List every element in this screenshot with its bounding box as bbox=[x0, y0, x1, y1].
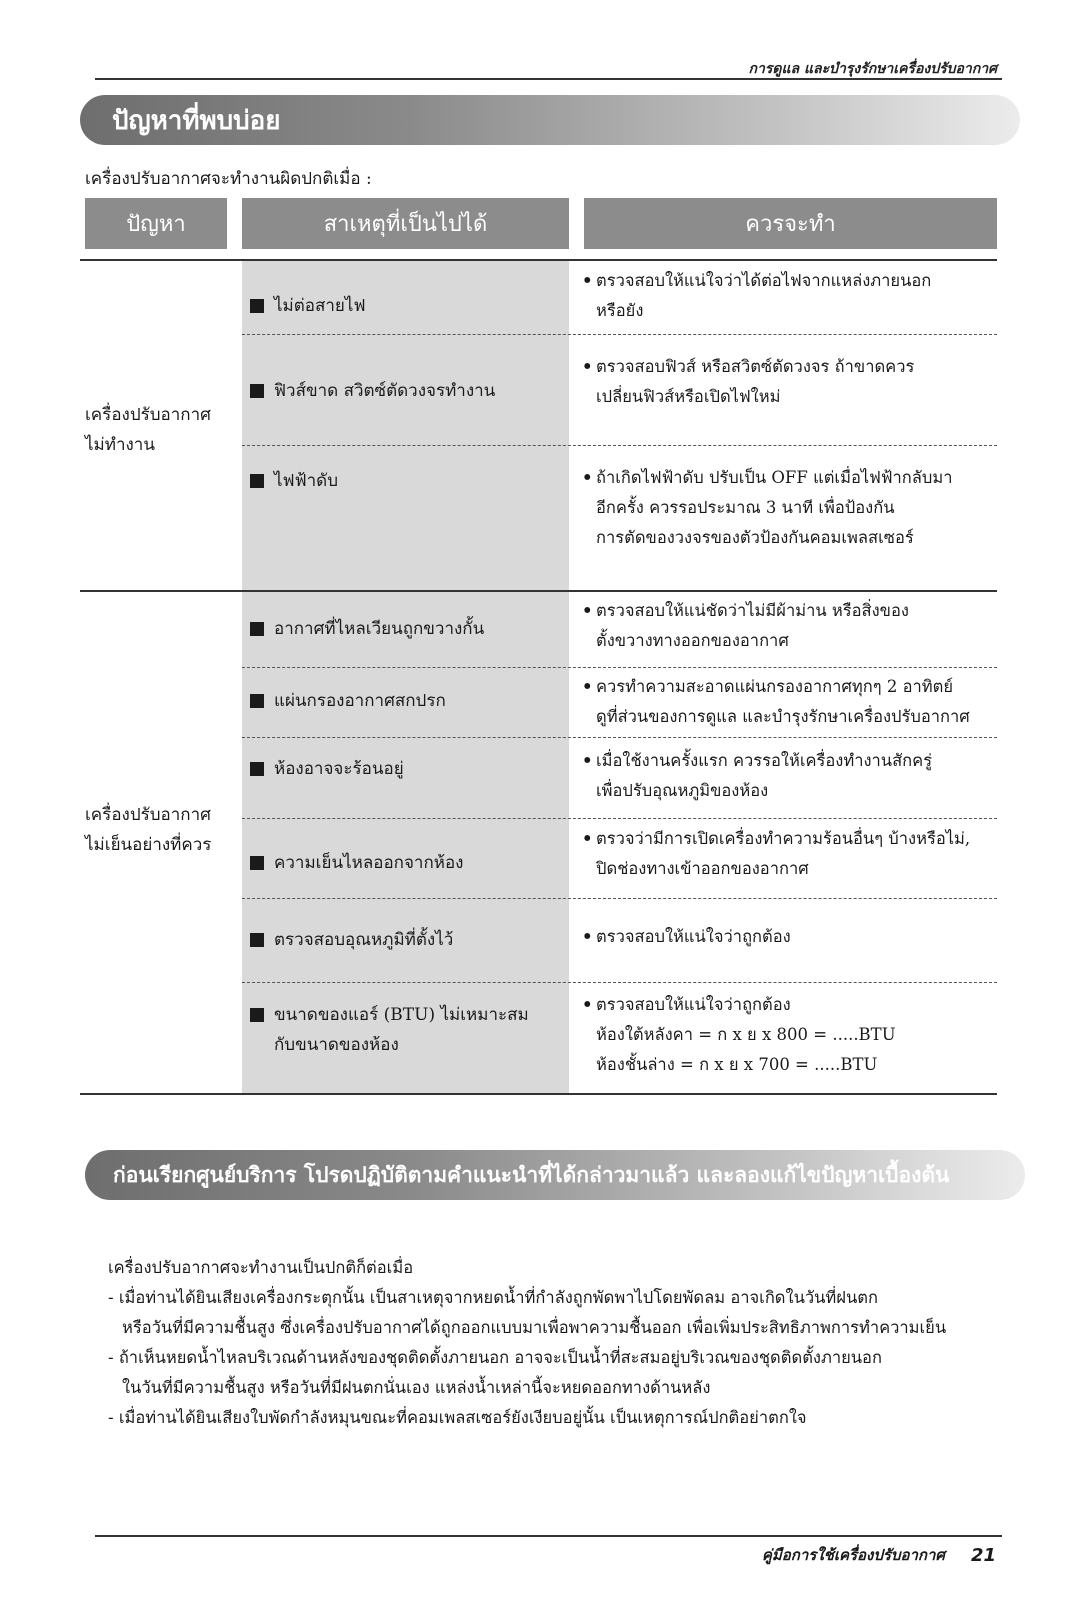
action-text: ตรวจสอบให้แน่ใจว่าได้ต่อไฟจากแหล่งภายนอก หรือยัง bbox=[596, 271, 932, 320]
cause-item bbox=[250, 848, 560, 878]
cause-text: ฟิวส์ขาด สวิตซ์ตัดวงจรทำงาน bbox=[274, 381, 496, 401]
square-bullet-icon bbox=[250, 474, 264, 488]
bullet-icon: • bbox=[582, 601, 593, 620]
row-separator bbox=[242, 334, 997, 335]
action-text: ตรวจว่ามีการเปิดเครื่องทำความร้อนอื่นๆ บ้างหรือไม่, ปิดช่องทางเข้าออกของอากาศ bbox=[596, 829, 971, 878]
table-rule bbox=[80, 1093, 997, 1095]
action-text: ตรวจสอบให้แน่ใจว่าถูกต้อง ห้องใต้หลังคา = ก x ย x 800 = .....BTU ห้องชั้นล่าง = ก x ย x 700 = .....BTU bbox=[596, 995, 896, 1074]
action-item bbox=[582, 746, 1002, 806]
cause-item bbox=[250, 291, 560, 321]
row-separator bbox=[242, 445, 997, 446]
row-separator bbox=[242, 737, 997, 738]
action-text: เมื่อใช้งานครั้งแรก ควรรอให้เครื่องทำงานสักครู่ เพื่อปรับอุณหภูมิของห้อง bbox=[596, 751, 933, 800]
square-bullet-icon bbox=[250, 933, 264, 947]
action-item bbox=[582, 266, 1002, 326]
problem-cell bbox=[85, 800, 211, 860]
action-text: ตรวจสอบให้แน่ใจว่าถูกต้อง bbox=[596, 927, 791, 946]
column-header-label: สาเหตุที่เป็นไปได้ bbox=[323, 212, 488, 237]
column-header-label: ปัญหา bbox=[126, 212, 186, 237]
cause-item bbox=[250, 376, 560, 406]
cause-item bbox=[250, 614, 560, 644]
column-header-label: ควรจะทำ bbox=[745, 212, 836, 237]
square-bullet-icon bbox=[250, 299, 264, 313]
cause-item bbox=[250, 1000, 560, 1060]
action-item bbox=[582, 922, 1002, 952]
note-line: - เมื่อท่านได้ยินเสียงเครื่องกระตุกนั้น เป็นสาเหตุจากหยดน้ำที่กำลังถูกพัดพาไปโดยพัดลม อาจเกิดในวันที่ฝนตก bbox=[108, 1288, 878, 1307]
section-title: ปัญหาที่พบบ่อย bbox=[112, 105, 281, 136]
service-advice-title: ก่อนเรียกศูนย์บริการ โปรดปฏิบัติตามคำแนะนำที่ได้กล่าวมาแล้ว และลองแก้ไขปัญหาเบื้องต้น bbox=[113, 1161, 950, 1187]
bullet-icon: • bbox=[582, 829, 593, 848]
column-header-cause bbox=[242, 198, 569, 249]
bullet-icon: • bbox=[582, 995, 593, 1014]
row-separator bbox=[242, 818, 997, 819]
page-number: 21 bbox=[970, 1544, 996, 1566]
row-separator bbox=[242, 898, 997, 899]
action-text: ตรวจสอบให้แน่ชัดว่าไม่มีผ้าม่าน หรือสิ่งของ ตั้งขวางทางออกของอากาศ bbox=[596, 601, 909, 650]
note-line: - เมื่อท่านได้ยินเสียงใบพัดกำลังหมุนขณะที่คอมเพลสเซอร์ยังเงียบอยู่นั้น เป็นเหตุการณ์ปกติอย่าตกใจ bbox=[108, 1408, 807, 1427]
notes-intro: เครื่องปรับอากาศจะทำงานเป็นปกติก็ต่อเมื่อ bbox=[108, 1258, 414, 1277]
row-separator bbox=[242, 982, 997, 983]
action-item bbox=[582, 463, 1002, 553]
cause-item bbox=[250, 466, 560, 496]
problem-line: เครื่องปรับอากาศ bbox=[85, 805, 211, 825]
bullet-icon: • bbox=[582, 927, 593, 946]
action-item bbox=[582, 596, 1002, 656]
cause-text: ไฟฟ้าดับ bbox=[274, 471, 338, 491]
column-header-problem bbox=[85, 198, 227, 249]
column-header-action bbox=[584, 198, 997, 249]
bullet-icon: • bbox=[582, 677, 593, 696]
service-advice-banner bbox=[85, 1150, 1025, 1200]
cause-item bbox=[250, 754, 560, 784]
bullet-icon: • bbox=[582, 357, 593, 376]
action-text: ถ้าเกิดไฟฟ้าดับ ปรับเป็น OFF แต่เมื่อไฟฟ้ากลับมา อีกครั้ง ควรรอประมาณ 3 นาที เพื่อป้องกัน การตัดของวงจรของตัวป้องกันคอมเพลสเซอร์ bbox=[596, 468, 953, 547]
normal-operation-notes bbox=[108, 1253, 1038, 1433]
square-bullet-icon bbox=[250, 384, 264, 398]
table-rule bbox=[80, 590, 997, 592]
bullet-icon: • bbox=[582, 271, 593, 290]
cause-item bbox=[250, 925, 560, 955]
cause-text: ห้องอาจจะร้อนอยู่ bbox=[274, 759, 404, 779]
square-bullet-icon bbox=[250, 856, 264, 870]
header-rule bbox=[95, 78, 1002, 80]
problem-cell bbox=[85, 400, 211, 460]
bullet-icon: • bbox=[582, 751, 593, 770]
cause-text: ตรวจสอบอุณหภูมิที่ตั้งไว้ bbox=[274, 930, 454, 950]
table-rule bbox=[80, 259, 997, 261]
square-bullet-icon bbox=[250, 762, 264, 776]
cause-item bbox=[250, 686, 560, 716]
note-line: หรือวันที่มีความชื้นสูง ซึ่งเครื่องปรับอากาศได้ถูกออกแบบมาเพื่อพาความชื้นออก เพื่อเพิ่มประสิทธิภาพการทำความเย็น bbox=[122, 1318, 947, 1337]
footer-rule bbox=[95, 1535, 1002, 1537]
section-title-banner bbox=[80, 95, 1020, 145]
running-header: การดูแล และบำรุงรักษาเครื่องปรับอากาศ bbox=[748, 61, 997, 77]
bullet-icon: • bbox=[582, 468, 593, 487]
action-text: ตรวจสอบฟิวส์ หรือสวิตซ์ตัดวงจร ถ้าขาดควร เปลี่ยนฟิวส์หรือเปิดไฟใหม่ bbox=[596, 357, 915, 406]
cause-text: ความเย็นไหลออกจากห้อง bbox=[274, 853, 464, 873]
note-line: ในวันที่มีความชื้นสูง หรือวันที่มีฝนตกนั่นเอง แหล่งน้ำเหล่านี้จะหยดออกทางด้านหลัง bbox=[122, 1378, 711, 1397]
square-bullet-icon bbox=[250, 694, 264, 708]
square-bullet-icon bbox=[250, 1008, 264, 1022]
problem-line: ไม่ทำงาน bbox=[85, 435, 155, 455]
square-bullet-icon bbox=[250, 622, 264, 636]
action-item bbox=[582, 824, 1002, 884]
cause-text: ขนาดของแอร์ (BTU) ไม่เหมาะสม กับขนาดของห้อง bbox=[274, 1005, 529, 1055]
note-line: - ถ้าเห็นหยดน้ำไหลบริเวณด้านหลังของชุดติดตั้งภายนอก อาจจะเป็นน้ำที่สะสมอยู่บริเวณของชุดติดตั้งภายนอก bbox=[108, 1348, 882, 1367]
running-footer bbox=[762, 1543, 996, 1567]
action-item bbox=[582, 672, 1002, 732]
footer-title: คู่มือการใช้เครื่องปรับอากาศ bbox=[761, 1546, 945, 1564]
cause-text: แผ่นกรองอากาศสกปรก bbox=[274, 691, 446, 711]
section-intro: เครื่องปรับอากาศจะทำงานผิดปกติเมื่อ : bbox=[85, 169, 372, 189]
action-text: ควรทำความสะอาดแผ่นกรองอากาศทุกๆ 2 อาทิตย์ ดูที่ส่วนของการดูแล และบำรุงรักษาเครื่องปรับอากาศ bbox=[596, 677, 970, 726]
problem-line: ไม่เย็นอย่างที่ควร bbox=[85, 835, 212, 855]
cause-text: ไม่ต่อสายไฟ bbox=[274, 296, 366, 316]
cause-text: อากาศที่ไหลเวียนถูกขวางกั้น bbox=[274, 619, 485, 639]
row-separator bbox=[242, 667, 997, 668]
action-item bbox=[582, 990, 1002, 1080]
action-item bbox=[582, 352, 1002, 412]
problem-line: เครื่องปรับอากาศ bbox=[85, 405, 211, 425]
